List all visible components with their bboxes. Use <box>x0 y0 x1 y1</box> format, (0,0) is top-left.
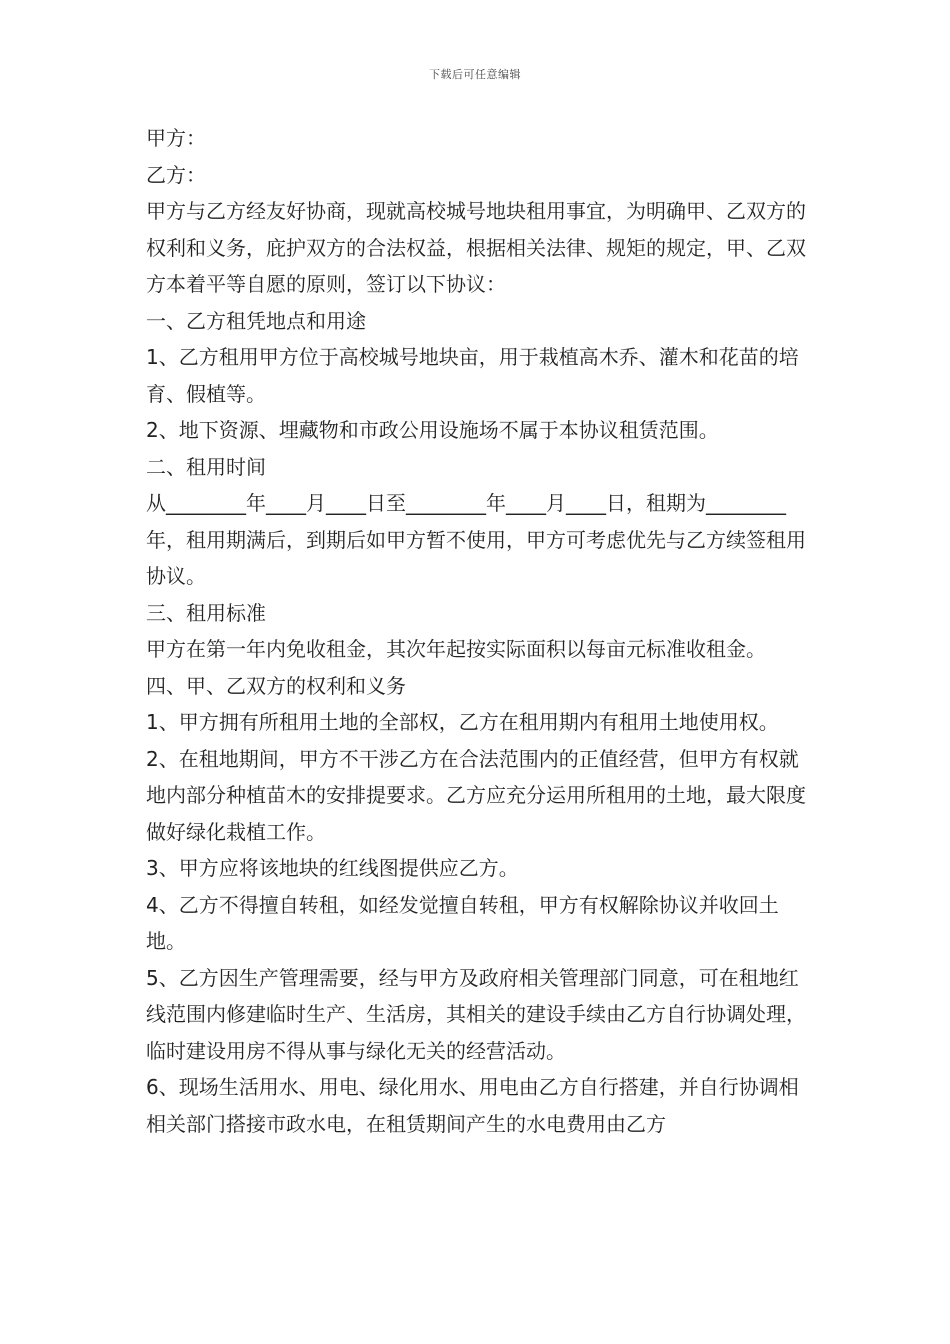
section-heading-1: 一、乙方租凭地点和用途 <box>146 308 366 333</box>
section-heading-2: 二、租用时间 <box>146 454 266 479</box>
document-body <box>146 120 810 1142</box>
party-a-line: 甲方： <box>146 126 206 150</box>
section-heading-3: 三、租用标准 <box>146 600 266 625</box>
clause-3-rent: 甲方在第一年内免收租金，其次年起按实际面积以每亩元标准收租金。 <box>146 637 766 661</box>
party-b-line: 乙方： <box>146 162 206 187</box>
page-header: 下载后可任意编辑 <box>429 68 521 81</box>
preamble-paragraph: 甲方与乙方经友好协商，现就高校城号地块租用事宜，为明确甲、乙双方的权利和义务，庇护双方的合法权益，根据相关法律、规矩的规定，甲、乙双方本着平等自愿的原则，签订以下协议： <box>146 199 806 296</box>
clause-4-5: 5、乙方因生产管理需要，经与甲方及政府相关管理部门同意，可在租地红线范围内修建临时生产、生活房，其相关的建设手续由乙方自行协调处理，临时建设用房不得从事与绿化无关的经营活动。 <box>146 965 806 1063</box>
section-heading-4: 四、甲、乙双方的权利和义务 <box>146 673 406 698</box>
clause-4-2: 2、在租地期间，甲方不干涉乙方在合法范围内的正值经营，但甲方有权就地内部分种植苗木的安排提要求。乙方应充分运用所租用的土地，最大限度做好绿化栽植工作。 <box>146 746 806 844</box>
clause-1-2: 2、地下资源、埋藏物和市政公用设施场不属于本协议租赁范围。 <box>146 418 719 442</box>
clause-4-1: 1、甲方拥有所租用土地的全部权，乙方在租用期内有租用土地使用权。 <box>146 710 779 734</box>
clause-4-3: 3、甲方应将该地块的红线图提供应乙方。 <box>146 856 519 880</box>
clause-4-4: 4、乙方不得擅自转租，如经发觉擅自转租，甲方有权解除协议并收回土地。 <box>146 892 779 953</box>
clause-2-term: 从________年____月____日至________年____月____日，租期为________年，租用期满后，到期后如甲方暂不使用，甲方可考虑优先与乙方续签租用协议。 <box>146 491 806 588</box>
clause-1-1: 1、乙方租用甲方位于高校城号地块亩，用于栽植高木乔、灌木和花苗的培育、假植等。 <box>146 345 799 406</box>
clause-4-6: 6、现场生活用水、用电、绿化用水、用电由乙方自行搭建，并自行协调相相关部门搭接市政水电，在租赁期间产生的水电费用由乙方 <box>146 1075 799 1136</box>
